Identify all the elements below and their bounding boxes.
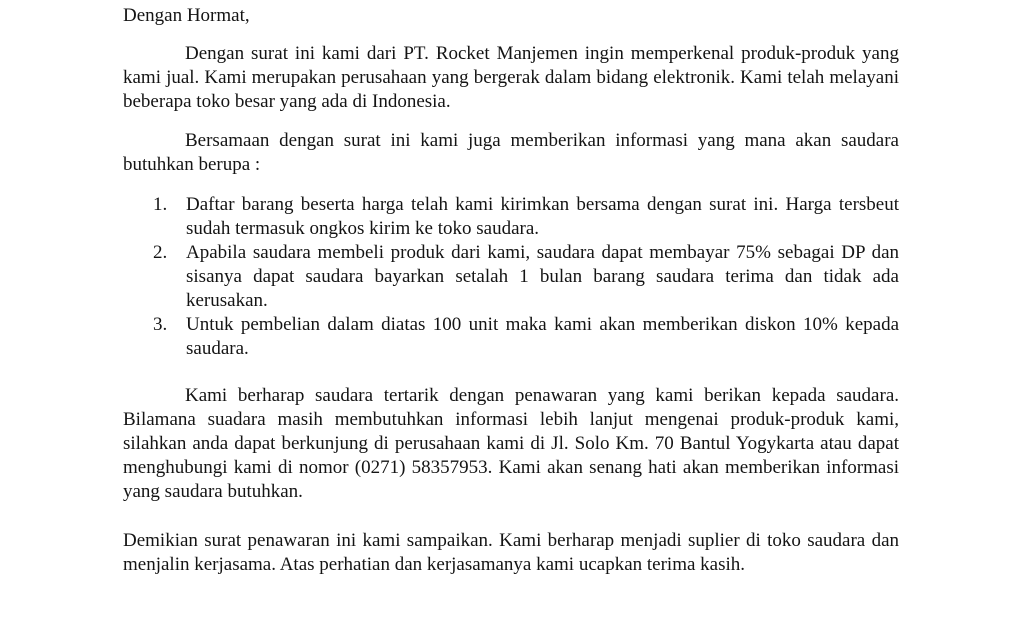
offer-terms-list <box>123 193 899 361</box>
list-item <box>123 313 899 361</box>
list-item-text: Daftar barang beserta harga telah kami kirimkan bersama dengan surat ini. Harga tersbeut sudah termasuk ongkos kirim ke toko saudara. <box>186 194 899 239</box>
list-item-text: Untuk pembelian dalam diatas 100 unit maka kami akan memberikan diskon 10% kepada saudara. <box>186 314 899 359</box>
list-item <box>123 193 899 241</box>
paragraph-info: Bersamaan dengan surat ini kami juga memberikan informasi yang mana akan saudara butuhkan berupa : <box>123 130 899 175</box>
salutation: Dengan Hormat, <box>123 5 250 26</box>
paragraph-intro: Dengan surat ini kami dari PT. Rocket Manjemen ingin memperkenal produk-produk yang kami jual. Kami merupakan perusahaan yang bergerak dalam bidang elektronik. Kami telah melayani beberapa toko besar yang ada di Indonesia. <box>123 43 899 112</box>
list-item-number: 2. <box>153 242 168 263</box>
letter-body <box>123 0 899 577</box>
list-item <box>123 241 899 313</box>
list-item-number: 1. <box>153 194 168 215</box>
paragraph-contact: Kami berharap saudara tertarik dengan penawaran yang kami berikan kepada saudara. Bilamana suadara masih membutuhkan informasi lebih lanjut mengenai produk-produk kami, silahkan anda dapat berkunjung di perusahaan kami di Jl. Solo Km. 70 Bantul Yogykarta atau dapat menghubungi kami di nomor (0271) 58357953. Kami akan senang hati akan memberikan informasi yang saudara butuhkan. <box>123 385 899 502</box>
list-item-text: Apabila saudara membeli produk dari kami, saudara dapat membayar 75% sebagai DP dan sisanya dapat saudara bayarkan setalah 1 bulan barang saudara terima dan tidak ada kerusakan. <box>186 242 899 311</box>
list-item-number: 3. <box>153 314 168 335</box>
paragraph-closing: Demikian surat penawaran ini kami sampaikan. Kami berharap menjadi suplier di toko saudara dan menjalin kerjasama. Atas perhatian dan kerjasamanya kami ucapkan terima kasih. <box>123 530 899 575</box>
